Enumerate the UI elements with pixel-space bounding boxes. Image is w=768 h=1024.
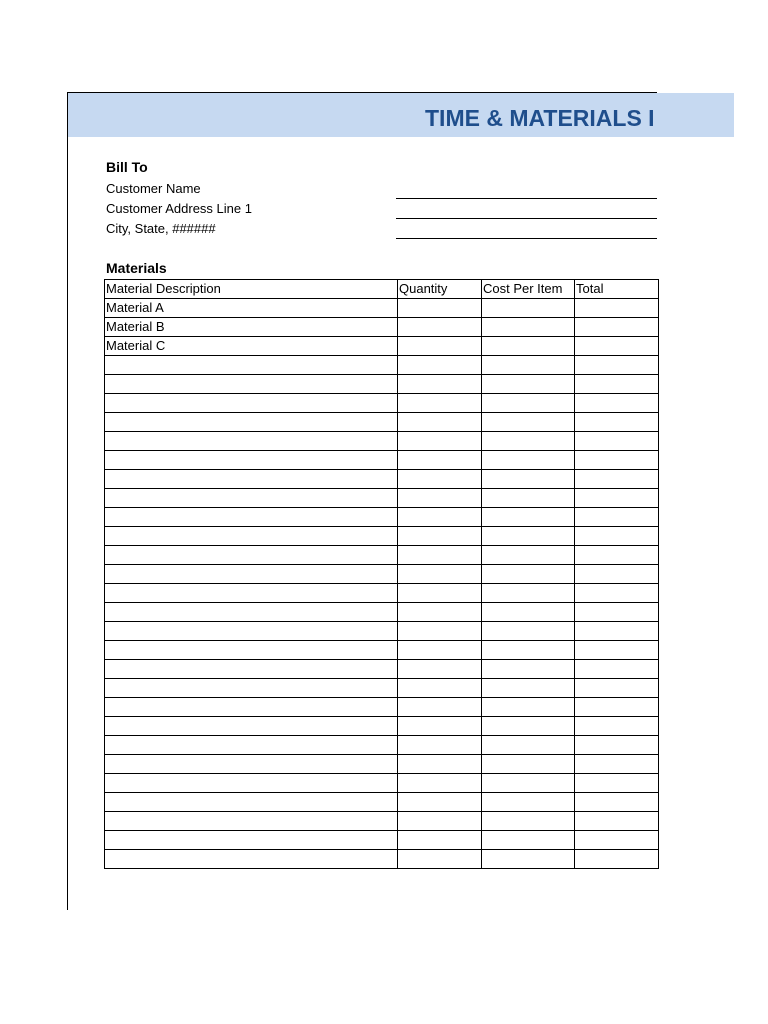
cell-total[interactable] [575, 641, 659, 660]
cell-quantity[interactable] [398, 432, 482, 451]
table-row [105, 394, 659, 413]
table-row [105, 793, 659, 812]
table-row [105, 356, 659, 375]
cell-total[interactable] [575, 356, 659, 375]
cell-cost-per-item[interactable] [482, 489, 575, 508]
table-row [105, 299, 659, 318]
cell-quantity[interactable] [398, 356, 482, 375]
column-header-quantity: Quantity [398, 280, 482, 299]
materials-table [104, 279, 659, 869]
cell-description[interactable] [105, 660, 398, 679]
cell-description[interactable] [105, 755, 398, 774]
cell-quantity[interactable] [398, 736, 482, 755]
cell-cost-per-item[interactable] [482, 318, 575, 337]
cell-quantity[interactable] [398, 527, 482, 546]
city-state-zip-label: City, State, ###### [106, 221, 216, 236]
cell-description[interactable] [105, 470, 398, 489]
cell-cost-per-item[interactable] [482, 717, 575, 736]
cell-cost-per-item[interactable] [482, 584, 575, 603]
table-row [105, 318, 659, 337]
cell-cost-per-item[interactable] [482, 337, 575, 356]
bill-to-heading: Bill To [106, 159, 148, 175]
cell-description[interactable]: Material A [105, 299, 398, 318]
table-row [105, 755, 659, 774]
cell-total[interactable] [575, 622, 659, 641]
column-header-cost-per-item: Cost Per Item [482, 280, 575, 299]
table-row [105, 679, 659, 698]
table-row [105, 527, 659, 546]
table-row [105, 375, 659, 394]
cell-total[interactable] [575, 394, 659, 413]
cell-total[interactable] [575, 831, 659, 850]
cell-quantity[interactable] [398, 850, 482, 869]
cell-description[interactable] [105, 831, 398, 850]
cell-total[interactable] [575, 375, 659, 394]
cell-description[interactable] [105, 698, 398, 717]
cell-quantity[interactable] [398, 413, 482, 432]
cell-description[interactable] [105, 413, 398, 432]
cell-cost-per-item[interactable] [482, 451, 575, 470]
cell-description[interactable]: Material B [105, 318, 398, 337]
cell-cost-per-item[interactable] [482, 432, 575, 451]
table-row [105, 603, 659, 622]
cell-cost-per-item[interactable] [482, 565, 575, 584]
cell-cost-per-item[interactable] [482, 831, 575, 850]
document-title: TIME & MATERIALS I [425, 105, 655, 131]
cell-description[interactable] [105, 451, 398, 470]
column-header-total: Total [575, 280, 659, 299]
cell-quantity[interactable] [398, 831, 482, 850]
cell-description[interactable] [105, 489, 398, 508]
table-row [105, 698, 659, 717]
cell-cost-per-item[interactable] [482, 546, 575, 565]
cell-cost-per-item[interactable] [482, 774, 575, 793]
table-row [105, 641, 659, 660]
cell-description[interactable] [105, 717, 398, 736]
cell-cost-per-item[interactable] [482, 850, 575, 869]
cell-cost-per-item[interactable] [482, 508, 575, 527]
cell-quantity[interactable] [398, 641, 482, 660]
cell-total[interactable] [575, 565, 659, 584]
cell-description[interactable] [105, 546, 398, 565]
cell-total[interactable] [575, 508, 659, 527]
customer-name-field[interactable] [396, 198, 657, 199]
cell-quantity[interactable] [398, 679, 482, 698]
cell-total[interactable] [575, 774, 659, 793]
cell-cost-per-item[interactable] [482, 736, 575, 755]
cell-total[interactable] [575, 299, 659, 318]
cell-description[interactable] [105, 850, 398, 869]
table-row [105, 489, 659, 508]
cell-cost-per-item[interactable] [482, 660, 575, 679]
cell-total[interactable] [575, 413, 659, 432]
table-row [105, 565, 659, 584]
cell-total[interactable] [575, 603, 659, 622]
customer-name-label: Customer Name [106, 181, 201, 196]
table-row [105, 451, 659, 470]
table-header-row [105, 280, 659, 299]
page-left-border [67, 92, 68, 910]
cell-quantity[interactable] [398, 698, 482, 717]
cell-cost-per-item[interactable] [482, 812, 575, 831]
column-header-description: Material Description [105, 280, 398, 299]
cell-total[interactable] [575, 432, 659, 451]
table-row [105, 413, 659, 432]
cell-description[interactable] [105, 356, 398, 375]
cell-description[interactable] [105, 432, 398, 451]
cell-cost-per-item[interactable] [482, 299, 575, 318]
cell-cost-per-item[interactable] [482, 356, 575, 375]
table-row [105, 850, 659, 869]
cell-quantity[interactable] [398, 717, 482, 736]
cell-description[interactable] [105, 774, 398, 793]
cell-quantity[interactable] [398, 546, 482, 565]
cell-cost-per-item[interactable] [482, 622, 575, 641]
cell-total[interactable] [575, 717, 659, 736]
cell-quantity[interactable] [398, 660, 482, 679]
cell-quantity[interactable] [398, 584, 482, 603]
cell-description[interactable] [105, 375, 398, 394]
cell-cost-per-item[interactable] [482, 413, 575, 432]
table-row [105, 831, 659, 850]
cell-total[interactable] [575, 337, 659, 356]
table-row [105, 584, 659, 603]
cell-quantity[interactable] [398, 793, 482, 812]
cell-total[interactable] [575, 451, 659, 470]
table-row [105, 546, 659, 565]
table-row [105, 470, 659, 489]
cell-quantity[interactable] [398, 318, 482, 337]
cell-quantity[interactable] [398, 508, 482, 527]
cell-total[interactable] [575, 470, 659, 489]
cell-total[interactable] [575, 698, 659, 717]
cell-total[interactable] [575, 489, 659, 508]
cell-total[interactable] [575, 660, 659, 679]
cell-quantity[interactable] [398, 812, 482, 831]
cell-total[interactable] [575, 584, 659, 603]
materials-heading: Materials [106, 260, 167, 276]
customer-address-label: Customer Address Line 1 [106, 201, 252, 216]
cell-cost-per-item[interactable] [482, 698, 575, 717]
table-row [105, 432, 659, 451]
cell-description[interactable] [105, 641, 398, 660]
cell-cost-per-item[interactable] [482, 527, 575, 546]
cell-cost-per-item[interactable] [482, 394, 575, 413]
cell-cost-per-item[interactable] [482, 641, 575, 660]
cell-total[interactable] [575, 546, 659, 565]
cell-total[interactable] [575, 755, 659, 774]
cell-total[interactable] [575, 793, 659, 812]
cell-quantity[interactable] [398, 565, 482, 584]
cell-description[interactable] [105, 679, 398, 698]
cell-description[interactable] [105, 565, 398, 584]
cell-description[interactable]: Material C [105, 337, 398, 356]
cell-description[interactable] [105, 584, 398, 603]
table-row [105, 508, 659, 527]
cell-description[interactable] [105, 622, 398, 641]
title-banner [68, 93, 734, 137]
cell-total[interactable] [575, 318, 659, 337]
table-row [105, 660, 659, 679]
cell-quantity[interactable] [398, 299, 482, 318]
table-row [105, 774, 659, 793]
cell-cost-per-item[interactable] [482, 755, 575, 774]
table-row [105, 736, 659, 755]
cell-cost-per-item[interactable] [482, 603, 575, 622]
table-row [105, 717, 659, 736]
cell-total[interactable] [575, 812, 659, 831]
cell-description[interactable] [105, 736, 398, 755]
table-row [105, 337, 659, 356]
cell-description[interactable] [105, 793, 398, 812]
cell-description[interactable] [105, 508, 398, 527]
cell-quantity[interactable] [398, 470, 482, 489]
cell-quantity[interactable] [398, 489, 482, 508]
cell-quantity[interactable] [398, 622, 482, 641]
table-row [105, 622, 659, 641]
cell-total[interactable] [575, 527, 659, 546]
cell-cost-per-item[interactable] [482, 375, 575, 394]
cell-total[interactable] [575, 850, 659, 869]
customer-address-field[interactable] [396, 218, 657, 219]
cell-total[interactable] [575, 736, 659, 755]
cell-quantity[interactable] [398, 375, 482, 394]
cell-cost-per-item[interactable] [482, 470, 575, 489]
cell-quantity[interactable] [398, 603, 482, 622]
cell-cost-per-item[interactable] [482, 679, 575, 698]
cell-total[interactable] [575, 679, 659, 698]
city-state-zip-field[interactable] [396, 238, 657, 239]
cell-description[interactable] [105, 603, 398, 622]
table-row [105, 812, 659, 831]
cell-cost-per-item[interactable] [482, 793, 575, 812]
cell-quantity[interactable] [398, 755, 482, 774]
cell-description[interactable] [105, 394, 398, 413]
cell-quantity[interactable] [398, 337, 482, 356]
cell-quantity[interactable] [398, 394, 482, 413]
cell-description[interactable] [105, 812, 398, 831]
cell-quantity[interactable] [398, 774, 482, 793]
cell-description[interactable] [105, 527, 398, 546]
cell-quantity[interactable] [398, 451, 482, 470]
